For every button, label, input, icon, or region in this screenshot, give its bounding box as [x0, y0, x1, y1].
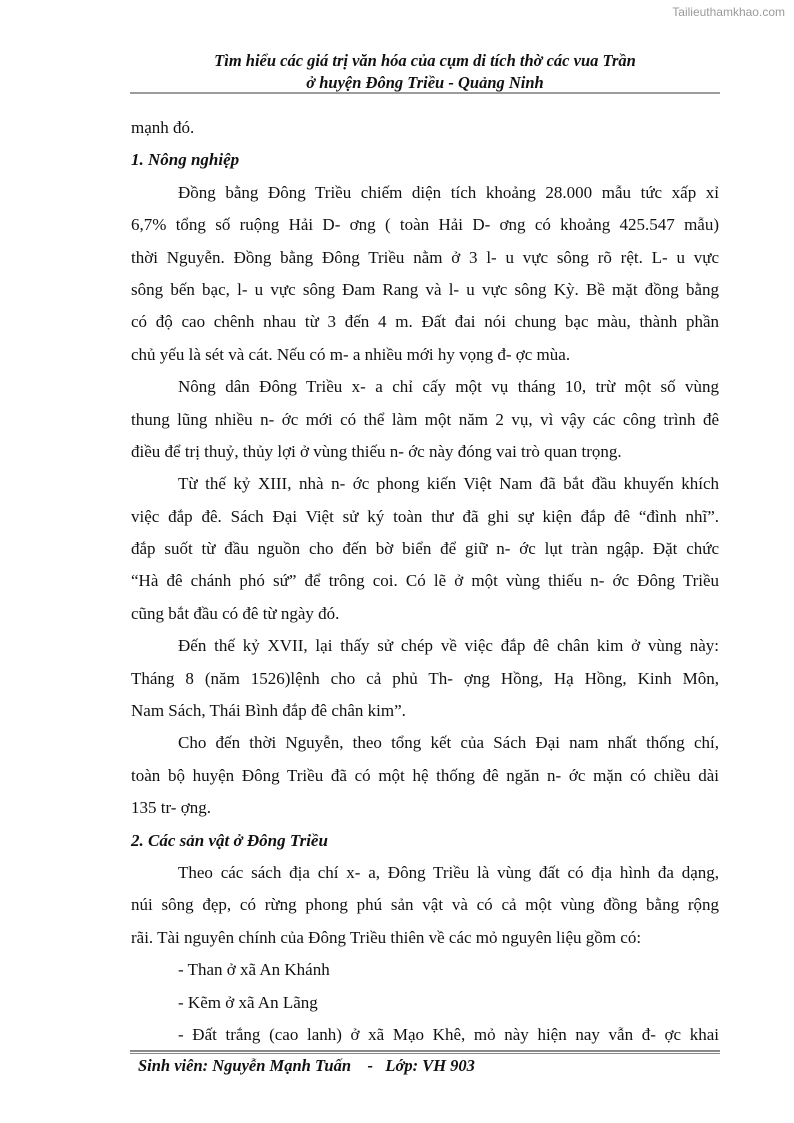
- text-line: Nông dân Đông Triều x- a chỉ cấy một vụ tháng 10, trừ một số vùng: [178, 377, 719, 397]
- text-line: Đồng bằng Đông Triều chiếm diện tích khoảng 28.000 mẫu tức xấp xỉ: [178, 182, 719, 202]
- footer-separator: -: [367, 1056, 374, 1075]
- footer-divider: [130, 1050, 720, 1054]
- text-line: sông bến bạc, l- u vực sông Đam Rang và l- u vực sông Kỳ. Bề mặt đồng bằng: [131, 279, 719, 299]
- text-line: đắp suốt từ đầu nguồn cho đến bờ biển để giữ n- ớc lụt tràn ngập. Đặt chức: [131, 539, 719, 559]
- text-line: Theo các sách địa chí x- a, Đông Triều là vùng đất có địa hình đa dạng,: [178, 862, 719, 882]
- text-line: chủ yếu là sét và cát. Nếu có m- a nhiều mới hy vọng đ- ợc mùa.: [131, 344, 571, 364]
- text-line: - Kẽm ở xã An Lãng: [178, 992, 318, 1012]
- text-line: Đến thế kỷ XVII, lại thấy sử chép về việc đắp đê chân kim ở vùng này:: [178, 636, 719, 656]
- text-line: thung lũng nhiều n- ớc mới có thể làm một năm 2 vụ, vì vậy các công trình đê: [131, 409, 719, 429]
- text-line: rãi. Tài nguyên chính của Đông Triều thiên về các mỏ nguyên liệu gồm có:: [131, 927, 642, 947]
- text-line: Cho đến thời Nguyễn, theo tổng kết của Sách Đại nam nhất thống chí,: [178, 733, 719, 753]
- text-line: - Đất trắng (cao lanh) ở xã Mạo Khê, mỏ này hiện nay vẫn đ- ợc khai: [178, 1024, 719, 1044]
- text-line: Tháng 8 (năm 1526)lệnh cho cả phủ Th- ợng Hồng, Hạ Hồng, Kinh Môn,: [131, 668, 719, 688]
- text-line: cũng bắt đầu có đê từ ngày đó.: [131, 603, 340, 623]
- text-line: việc đắp đê. Sách Đại Việt sử ký toàn thư đã ghi sự kiện đắp đê “đình nhĩ”.: [131, 506, 719, 526]
- section-heading: 1. Nông nghiệp: [131, 150, 240, 170]
- text-line: mạnh đó.: [131, 118, 195, 137]
- header-title-line-1: Tìm hiểu các giá trị văn hóa của cụm di tích thờ các vua Trần: [214, 51, 636, 70]
- text-line: 6,7% tổng số ruộng Hải D- ơng ( toàn Hải D- ơng có khoảng 425.547 mẫu): [131, 215, 719, 235]
- text-line: có độ cao chênh nhau từ 3 đến 4 m. Đất đai nói chung bạc màu, thành phần: [131, 312, 719, 332]
- page-footer: [138, 1055, 475, 1077]
- document-body: [131, 112, 719, 1051]
- text-line: “Hà đê chánh phó sứ” để trông coi. Có lẽ ở một vùng thiếu n- ớc Đông Triều: [131, 571, 719, 591]
- watermark: Tailieuthamkhao.com: [672, 5, 785, 19]
- footer-student: Sinh viên: Nguyễn Mạnh Tuấn: [138, 1056, 352, 1075]
- text-line: toàn bộ huyện Đông Triều đã có một hệ thống đê ngăn n- ớc mặn có chiều dài: [131, 765, 719, 785]
- text-line: - Than ở xã An Khánh: [178, 960, 330, 980]
- text-line: thời Nguyễn. Đồng bằng Đông Triều nằm ở 3 l- u vực sông rõ rệt. L- u vực: [131, 247, 719, 267]
- text-line: 135 tr- ợng.: [131, 798, 211, 818]
- header-title-line-2: ở huyện Đông Triều - Quảng Ninh: [306, 73, 544, 92]
- text-line: Từ thế kỷ XIII, nhà n- ớc phong kiến Việt Nam đã bắt đầu khuyến khích: [178, 474, 719, 494]
- footer-class: Lớp: VH 903: [385, 1056, 475, 1075]
- page-header: [130, 50, 720, 94]
- text-line: núi sông đẹp, có rừng phong phú sản vật và có cả một vùng đồng bằng rộng: [131, 895, 719, 915]
- header-divider: [130, 92, 720, 94]
- section-heading: 2. Các sản vật ở Đông Triều: [131, 830, 328, 850]
- text-line: Nam Sách, Thái Bình đắp đê chân kim”.: [131, 701, 406, 721]
- text-line: điều để trị thuỷ, thủy lợi ở vùng thiếu n- ớc này đóng vai trò quan trọng.: [131, 441, 622, 461]
